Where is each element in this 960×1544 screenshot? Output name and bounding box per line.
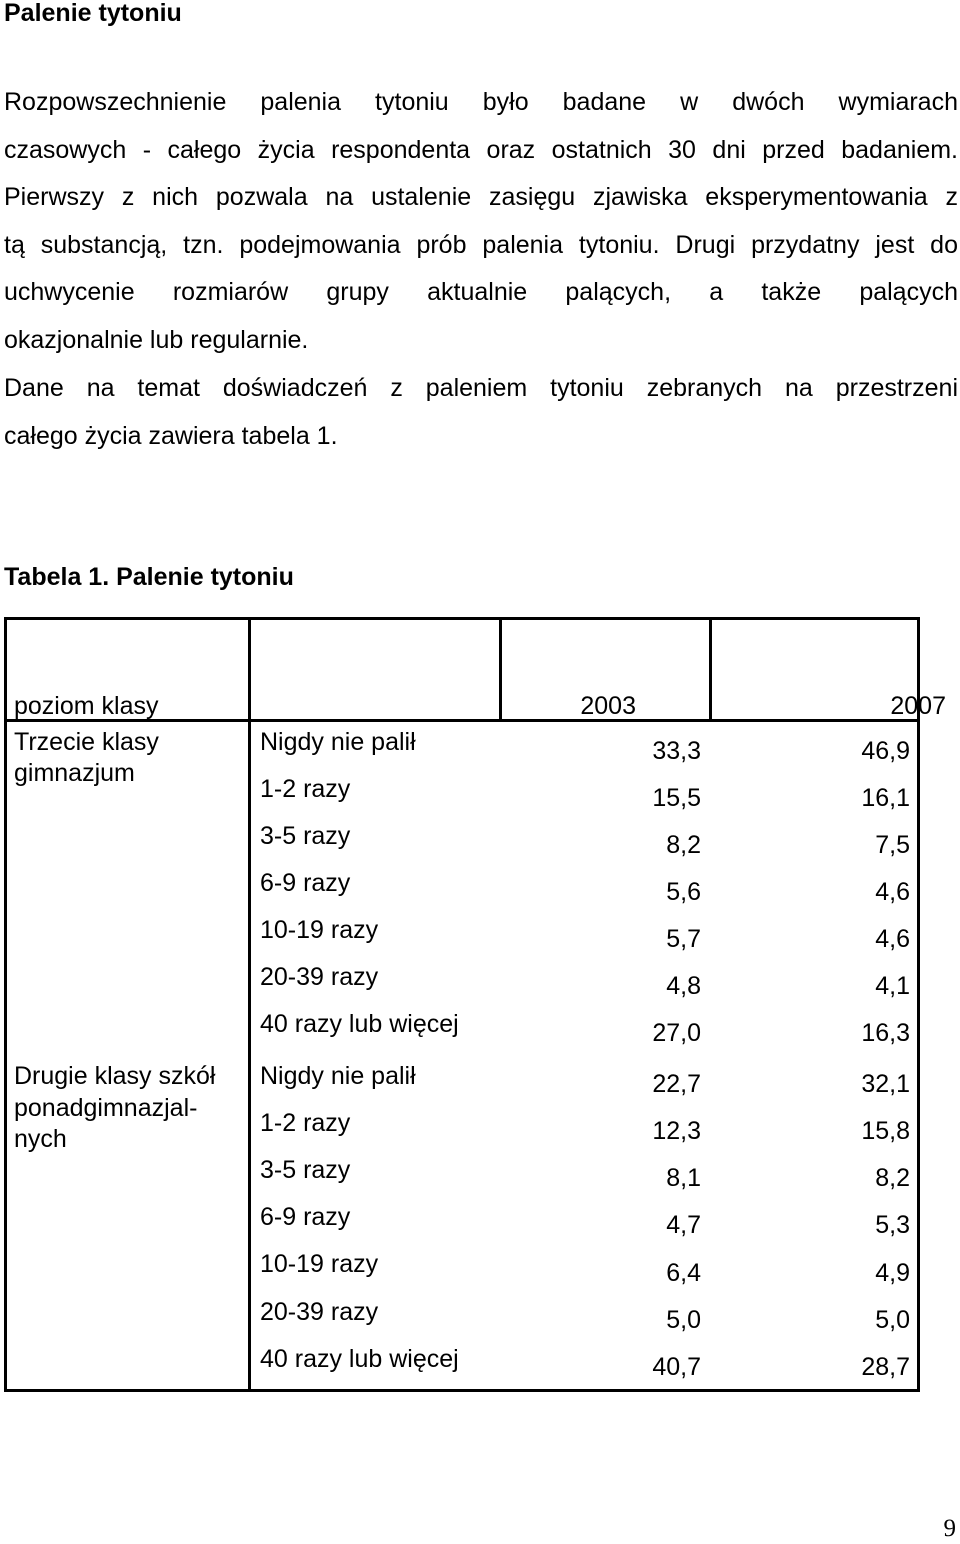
table-title: Tabela 1. Palenie tytoniu — [4, 563, 294, 591]
paragraph-2 — [4, 365, 958, 460]
value-2003: 6,4 — [666, 1259, 701, 1287]
header-year-2003: 2003 — [580, 692, 636, 720]
row-label: 10-19 razy — [260, 1250, 379, 1278]
table-border-right — [917, 617, 920, 1392]
row-label: Nigdy nie palił — [260, 1062, 416, 1090]
value-2007: 46,9 — [861, 737, 910, 765]
paragraph-line: Rozpowszechnienie palenia tytoniu było badane w dwóch wymiarach — [4, 88, 958, 116]
value-2003: 12,3 — [652, 1117, 701, 1145]
row-label: 40 razy lub więcej — [260, 1010, 459, 1038]
paragraph-line: Pierwszy z nich pozwala na ustalenie zasięgu zjawiska eksperymentowania z — [4, 183, 958, 212]
table-divider-v2 — [499, 617, 502, 722]
group-name-2: nych — [14, 1125, 67, 1153]
value-2007: 4,6 — [875, 878, 910, 906]
value-2003: 27,0 — [652, 1019, 701, 1047]
value-2007: 7,5 — [875, 831, 910, 859]
paragraph-line: Dane na temat doświadczeń z paleniem tytoniu zebranych na przestrzeni — [4, 374, 958, 402]
table-divider-v1 — [248, 617, 251, 1392]
value-2003: 5,0 — [666, 1306, 701, 1334]
row-label: 6-9 razy — [260, 869, 351, 897]
value-2007: 16,1 — [861, 784, 910, 812]
value-2007: 4,1 — [875, 972, 910, 1000]
row-label: 40 razy lub więcej — [260, 1345, 459, 1373]
value-2007: 5,3 — [875, 1211, 910, 1239]
row-label: 20-39 razy — [260, 963, 379, 991]
value-2003: 8,2 — [666, 831, 701, 859]
value-2007: 5,0 — [875, 1306, 910, 1334]
row-label: 3-5 razy — [260, 822, 351, 850]
value-2007: 4,9 — [875, 1259, 910, 1287]
group-name-1: Trzecie klasy — [14, 728, 159, 756]
value-2007: 8,2 — [875, 1164, 910, 1192]
page-number: 9 — [943, 1515, 956, 1542]
group-name-2: Drugie klasy szkół — [14, 1062, 216, 1090]
value-2003: 33,3 — [652, 737, 701, 765]
header-year-2007: 2007 — [890, 692, 946, 720]
header-level: poziom klasy — [14, 692, 159, 720]
value-2003: 22,7 — [652, 1070, 701, 1098]
group-name-2: ponadgimnazjal- — [14, 1094, 198, 1122]
row-label: 6-9 razy — [260, 1203, 351, 1231]
paragraph-line: uchwycenie rozmiarów grupy aktualnie palących, a także palących — [4, 278, 958, 307]
value-2007: 15,8 — [861, 1117, 910, 1145]
paragraph-1 — [4, 79, 958, 365]
paragraph-line: czasowych - całego życia respondenta oraz ostatnich 30 dni przed badaniem. — [4, 135, 958, 164]
group-name-1: gimnazjum — [14, 759, 135, 787]
value-2003: 15,5 — [652, 784, 701, 812]
value-2007: 4,6 — [875, 925, 910, 953]
row-label: 20-39 razy — [260, 1298, 379, 1326]
row-label: 3-5 razy — [260, 1156, 351, 1184]
value-2003: 40,7 — [652, 1353, 701, 1381]
value-2003: 8,1 — [666, 1164, 701, 1192]
row-label: 10-19 razy — [260, 916, 379, 944]
value-2003: 4,8 — [666, 972, 701, 1000]
section-title: Palenie tytoniu — [4, 0, 182, 27]
row-label: Nigdy nie palił — [260, 728, 416, 756]
row-label: 1-2 razy — [260, 775, 351, 803]
table-border-top — [4, 617, 920, 620]
table-divider-v3 — [709, 617, 712, 722]
value-2003: 4,7 — [666, 1211, 701, 1239]
paragraph-line: tą substancją, tzn. podejmowania prób palenia tytoniu. Drugi przydatny jest do — [4, 230, 958, 259]
paragraph-line: całego życia zawiera tabela 1. — [4, 421, 338, 450]
table-border-left — [4, 617, 7, 1392]
value-2003: 5,7 — [666, 925, 701, 953]
paragraph-line: okazjonalnie lub regularnie. — [4, 325, 309, 354]
value-2003: 5,6 — [666, 878, 701, 906]
table-border-bottom — [4, 1389, 920, 1392]
value-2007: 32,1 — [861, 1070, 910, 1098]
value-2007: 16,3 — [861, 1019, 910, 1047]
row-label: 1-2 razy — [260, 1109, 351, 1137]
value-2007: 28,7 — [861, 1353, 910, 1381]
